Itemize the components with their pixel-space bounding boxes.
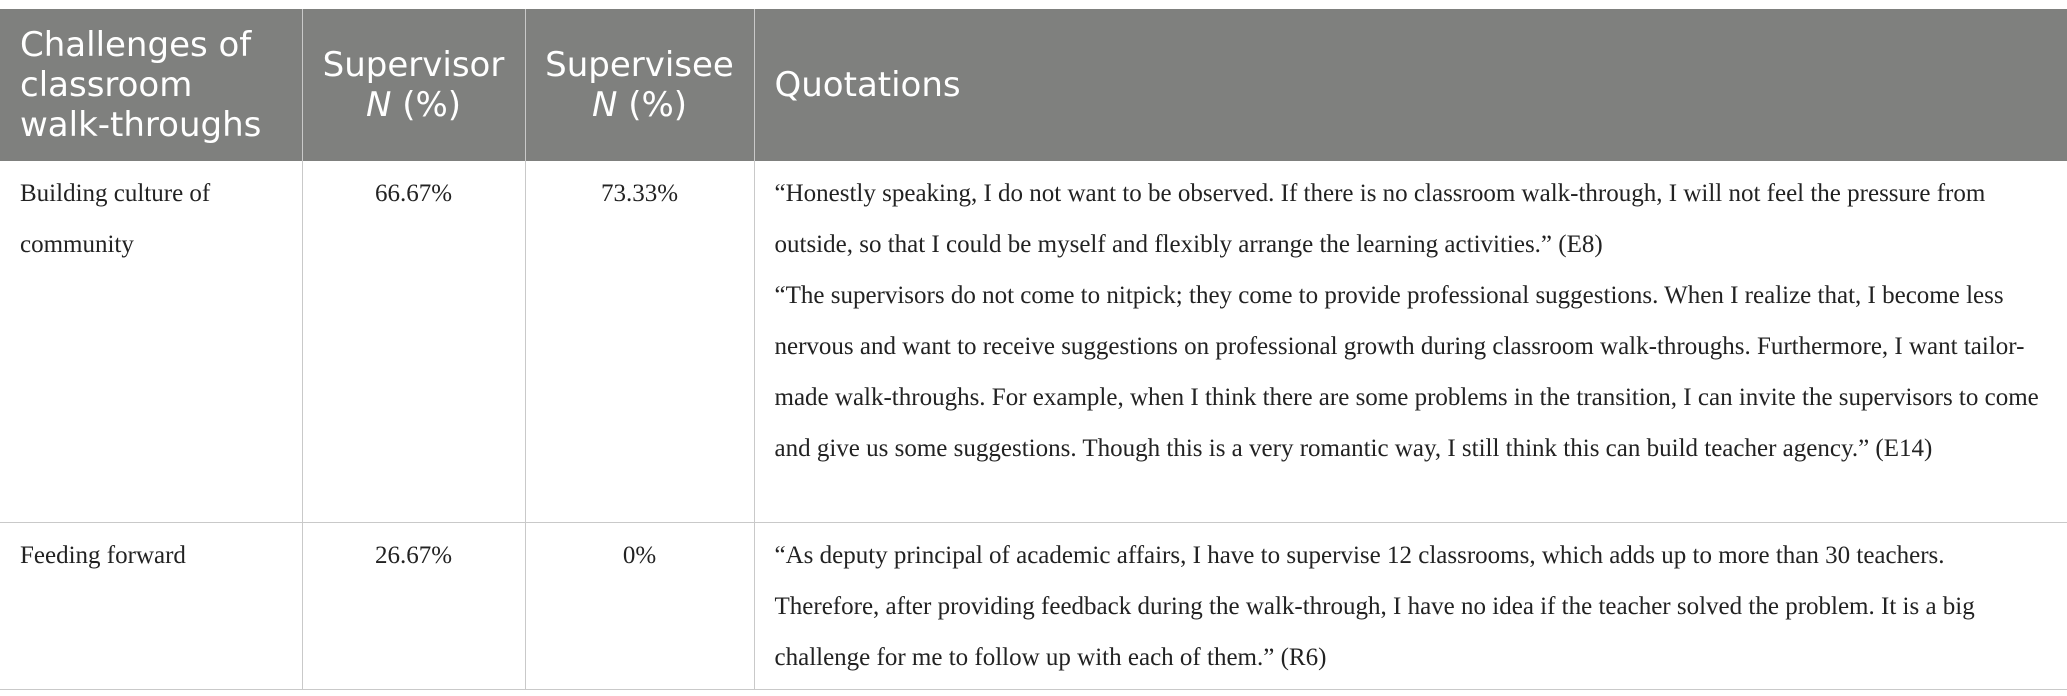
header-supervisor-n: N (365, 85, 392, 125)
cell-challenge: Building culture of community (0, 161, 302, 522)
header-supervisee-label: Supervisee (545, 45, 734, 85)
header-supervisor-pct: (%) (402, 85, 462, 125)
quotation-text: “The supervisors do not come to nitpick; they come to provide professional suggestions. When I realize that, I become less nervous and want to receive suggestions on professional growth during classroom walk-throughs. Furthermore, I want tailor-made walk-throughs. For example, when I think there are some problems in the transition, I can invite the supervisors to come and give us some suggestions. Though this is a very romantic way, I still think this can build teacher agency.” (E14) (774, 282, 2039, 462)
header-supervisee-pct: (%) (628, 85, 688, 125)
cell-supervisor: 26.67% (302, 522, 525, 689)
header-quotations: Quotations (754, 9, 2067, 161)
header-supervisor (302, 9, 525, 161)
cell-challenge: Feeding forward (0, 522, 302, 689)
table-row (0, 522, 2067, 689)
cell-supervisee: 0% (525, 522, 754, 689)
header-supervisee (525, 9, 754, 161)
table-container (0, 9, 2067, 690)
cell-supervisor: 66.67% (302, 161, 525, 522)
cell-quotations (754, 161, 2067, 522)
header-supervisee-n: N (591, 85, 618, 125)
table-row (0, 161, 2067, 522)
header-supervisor-label: Supervisor (322, 45, 505, 85)
header-row (0, 9, 2067, 161)
quotation-text: “Honestly speaking, I do not want to be observed. If there is no classroom walk-through, I will not feel the pressure from outside, so that I could be myself and flexibly arrange the learning activities.” (E8) (774, 180, 1986, 258)
cell-quotations (754, 522, 2067, 689)
cell-supervisee: 73.33% (525, 161, 754, 522)
quotation-text: “As deputy principal of academic affairs, I have to supervise 12 classrooms, which adds up to more than 30 teachers. Therefore, after providing feedback during the walk-through, I have no idea if the teacher solved the problem. It is a big challenge for me to follow up with each of them.” (R6) (774, 541, 1975, 671)
challenges-table (0, 9, 2067, 690)
header-challenge: Challenges of classroom walk-throughs (0, 9, 302, 161)
